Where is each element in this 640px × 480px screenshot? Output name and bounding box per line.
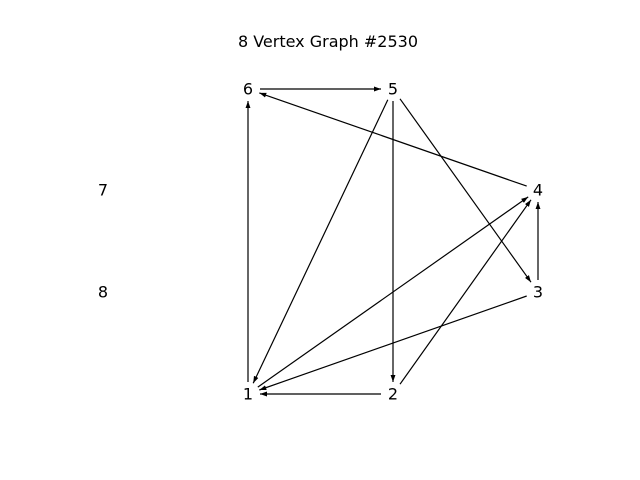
- node-4: 4: [532, 180, 544, 200]
- node-3: 3: [532, 282, 544, 302]
- node-8: 8: [97, 282, 109, 302]
- node-1: 1: [242, 384, 254, 404]
- edge-2-to-4: [400, 200, 531, 384]
- node-2: 2: [387, 384, 399, 404]
- node-5: 5: [387, 79, 399, 99]
- edge-5-to-3: [400, 99, 531, 282]
- node-7: 7: [97, 180, 109, 200]
- edges-layer: [248, 89, 538, 394]
- node-6: 6: [242, 79, 254, 99]
- diagram-title: 8 Vertex Graph #2530: [237, 32, 419, 51]
- edge-5-to-1: [253, 100, 388, 383]
